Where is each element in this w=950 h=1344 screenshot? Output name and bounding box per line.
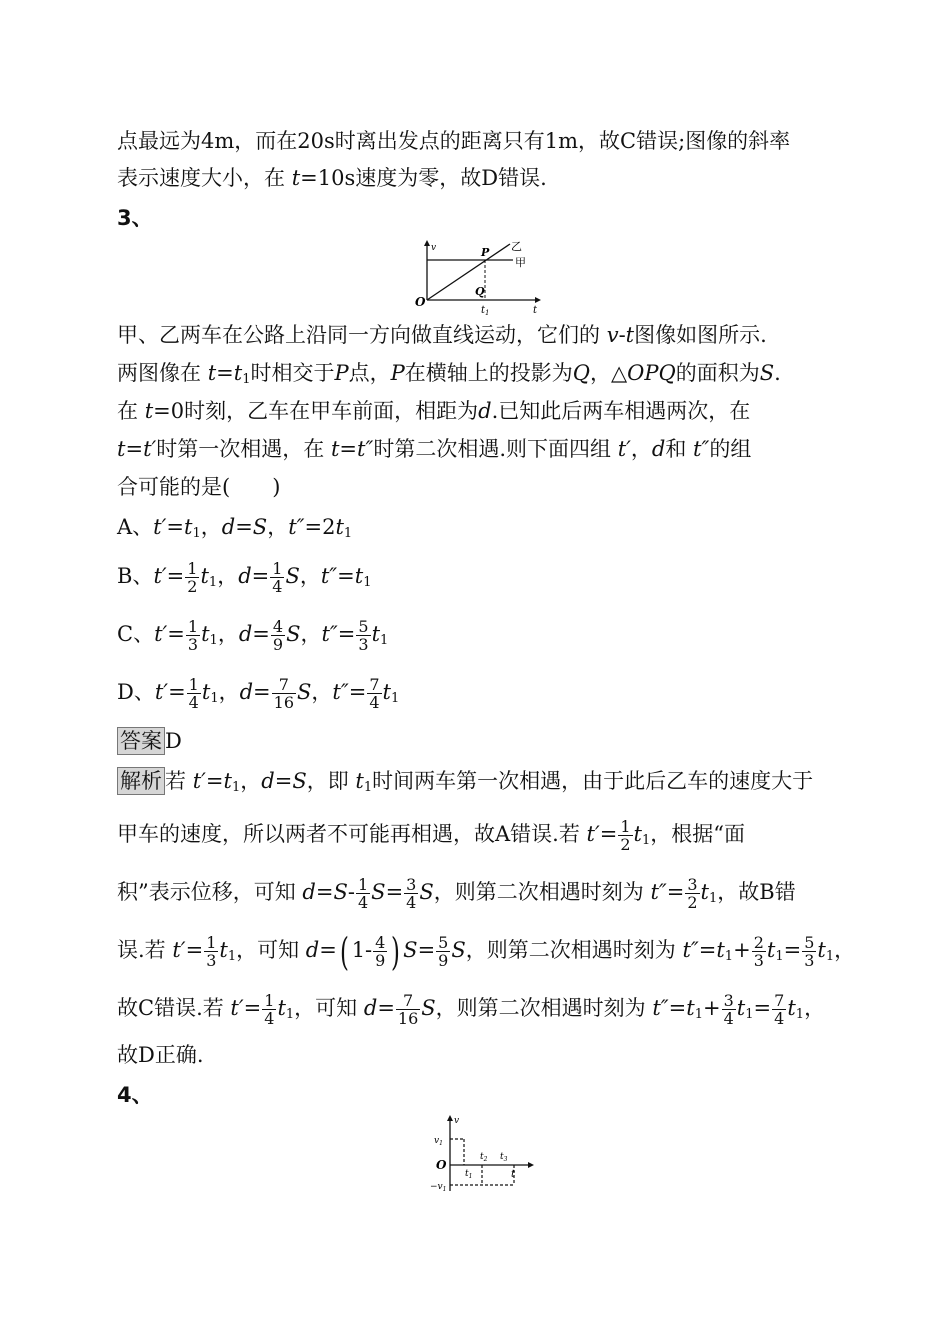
option-b: B、t′= $\frac{1}{2}$ $t_1$，d= $\frac{1}{4}$ S，$t''=t_1$ [117,559,372,596]
origin-label: O [415,295,426,309]
line-label-yi: 乙 [511,240,522,253]
text-line: 点最远为4m，而在20s时离出发点的距离只有1m，故C错误;图像的斜率 [117,129,791,153]
analysis-line: 解析 若 $t'=t_1$，d=S，即 $t_1$时间两车第一次相遇，由于此后乙车的速度大于 [117,766,813,803]
point-p-label: P [481,246,490,259]
text-line: 合可能的是( ) [117,475,281,499]
text-line: 两图像在 $t=t_1$时相交于P点，P在横轴上的投影为Q，△OPQ的面积为S. [117,361,781,387]
analysis-line: 误.若 t′= $\frac{1}{3}$ $t_1$，可知 d=( 1- $\frac{4}{9}$ ) S= $\frac{5}{9}$ S，则第二次相遇时刻为 $t''=t_1+$ $\frac{2}{3}$ $t_1=$ $\frac{5}{3}$ $t_1$， [117,929,856,974]
option-a: A、$t'=t_1$，d=S，$t''=2t_1$ [117,515,353,541]
answer-tag: 答案 [117,727,165,755]
option-d: D、t′= $\frac{1}{4}$ $t_1$，d= $\frac{7}{16}$ S，t″= $\frac{7}{4}$ $t_1$ [117,675,400,712]
axis-label-v: v [454,1116,460,1126]
analysis-tag: 解析 [117,767,165,795]
figure-vt-square-wave [428,1113,538,1195]
t1-label: $t_1$ [465,1169,473,1180]
text-line: 甲、乙两车在公路上沿同一方向做直线运动，它们的 v-t图像如图所示. [117,323,767,347]
axis-label-v: v [431,243,437,253]
axis-label-t: t [511,1169,516,1180]
t3-label: $t_3$ [500,1152,508,1163]
analysis-line: 积”表示位移，可知 d=S- $\frac{1}{4}$ S= $\frac{3}{4}$ S，则第二次相遇时刻为 t″= $\frac{3}{2}$ $t_1$，故B错 [117,875,796,912]
line-label-jia: 甲 [515,256,526,269]
t1-label: $t_1$ [481,305,490,317]
analysis-line: 甲车的速度，所以两者不可能再相遇，故A错误.若 t′= $\frac{1}{2}$ $t_1$，根据“面 [117,817,746,854]
axis-label-t: t [533,305,538,316]
text-line: t=t′时第一次相遇，在 t=t″时第二次相遇.则下面四组 t′，d和 t″的组 [117,437,752,461]
analysis-line: 故D正确. [117,1043,204,1067]
v1-label: $v_1$ [434,1136,443,1147]
text-line: 表示速度大小，在 t=10s速度为零，故D错误. [117,166,547,190]
question-number: 4、 [117,1083,153,1107]
origin-label: O [436,1158,447,1172]
text-line: 在 t=0时刻，乙车在甲车前面，相距为d.已知此后两车相遇两次，在 [117,399,751,423]
figure-vt-graph [405,238,545,318]
answer-line [117,726,182,756]
neg-v1-label: $-v_1$ [430,1182,447,1193]
option-c: C、t′= $\frac{1}{3}$ $t_1$，d= $\frac{4}{9}$ S，t″= $\frac{5}{3}$ $t_1$ [117,617,389,654]
point-q-label: Q [475,285,485,298]
answer-value: D [165,729,182,753]
t2-label: $t_2$ [480,1152,488,1163]
question-number: 3、 [117,206,153,230]
analysis-line: 故C错误.若 t′= $\frac{1}{4}$ $t_1$，可知 d= $\frac{7}{16}$ S，则第二次相遇时刻为 $t''=t_1+$ $\frac{3}{4}$ $t_1=$ $\frac{7}{4}$ $t_1$， [117,991,826,1028]
